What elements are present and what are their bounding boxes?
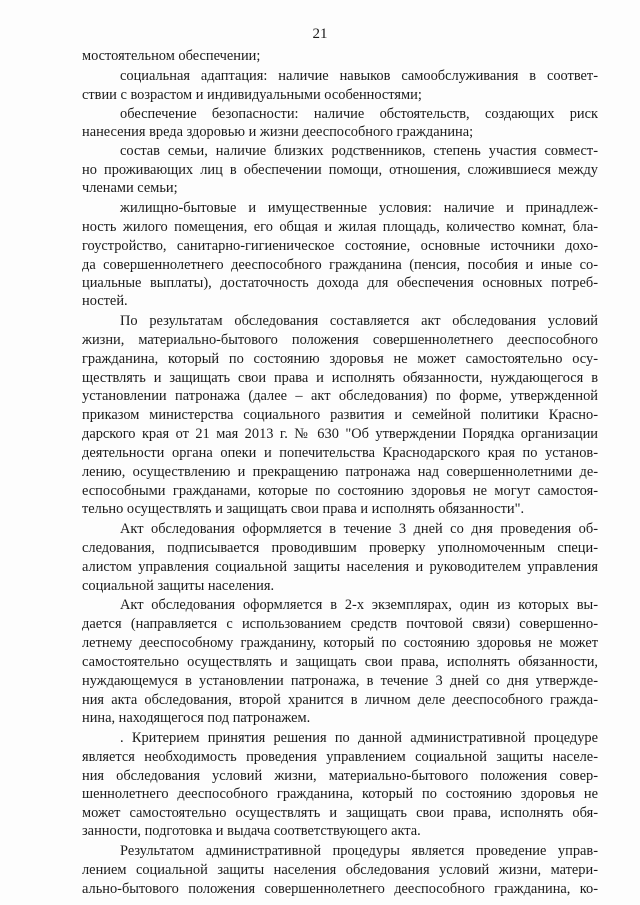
text-line: Результатом административной процедуры является проведение управ-: [120, 843, 598, 860]
text-line: жизни, материально-бытового положения совершеннолетнего дееспособного: [82, 331, 598, 348]
text-line: нанесения вреда здоровью и жизни дееспособного гражданина;: [82, 123, 474, 140]
text-line: ществлять и защищать свои права и исполнять обязанности, нуждающегося в: [82, 369, 598, 386]
text-line: но проживающих лиц в обеспечении помощи, отношения, сложившиеся между: [82, 162, 598, 179]
text-line: дарского края от 21 мая 2013 г. № 630 "Об утверждении Порядка организации: [82, 426, 598, 443]
text-line: ствии с возрастом и индивидуальными особенностями;: [82, 86, 422, 103]
text-line: ния акта обследования, второй хранится в личном деле дееспособного гражда-: [82, 691, 598, 708]
text-line: Акт обследования оформляется в течение 3 дней со дня проведения об-: [120, 520, 598, 537]
text-line: летнему дееспособному гражданину, который по состоянию здоровья не может: [82, 635, 598, 652]
text-line: лению, осуществлению и прекращению патронажа над совершеннолетними де-: [82, 464, 598, 481]
text-line: приказом министерства социального развития и семейной политики Красно-: [82, 407, 598, 424]
text-line: ностей.: [82, 293, 128, 309]
text-line: членами семьи;: [82, 180, 178, 197]
text-line: лением социальной защиты населения обследования условий жизни, матери-: [82, 862, 598, 879]
text-line: может самостоятельно осуществлять и защищать свои права, исполнять обя-: [82, 805, 598, 822]
text-line: ально-бытового положения совершеннолетнего дееспособного гражданина, ко-: [82, 881, 598, 897]
text-line: установлении патронажа (далее – акт обследования) по форме, утвержденной: [82, 388, 598, 405]
text-line: занности, подготовка и выдача соответствующего акта.: [82, 823, 421, 840]
text-line: алистом управления социальной защиты населения и руководителем управления: [82, 558, 598, 575]
text-line: состав семьи, наличие близких родственников, степень участия совмест-: [120, 143, 598, 160]
text-line: . Критерием принятия решения по данной административной процедуре: [120, 729, 598, 746]
text-line: гражданина, который по состоянию здоровья не может самостоятельно осу-: [82, 350, 598, 367]
text-line: Акт обследования оформляется в 2-х экземплярах, один из которых вы-: [120, 597, 598, 614]
text-line: тельно осуществлять и защищать свои права и исполнять обязанности".: [82, 501, 525, 518]
text-line: социальной защиты населения.: [82, 577, 275, 594]
text-line: да совершеннолетнего дееспособного гражданина (пенсия, пособия и иные со-: [82, 256, 598, 273]
text-line: ность жилого помещения, его общая и жилая площадь, количество комнат, бла-: [82, 219, 598, 235]
text-line: шеннолетнего дееспособного гражданина, который по состоянию здоровья не: [82, 786, 598, 803]
text-line: По результатам обследования составляется акт обследования условий: [120, 312, 598, 329]
text-line: дается (направляется с использованием средств почтовой связи) совершенно-: [82, 616, 598, 633]
text-line: ния обследования условий жизни, материально-бытового положения совер-: [82, 767, 598, 784]
text-line: мостоятельном обеспечении;: [82, 48, 261, 64]
text-line: социальная адаптация: наличие навыков самообслуживания в соответ-: [120, 67, 598, 84]
text-line: циальные выплаты), достаточность дохода для обеспечения основных потреб-: [82, 275, 598, 291]
text-line: жилищно-бытовые и имущественные условия: наличие и принадлеж-: [120, 200, 598, 217]
text-line: нина, находящегося под патронажем.: [82, 710, 311, 726]
text-line: нуждающемуся в установлении патронажа, в течение 3 дней со дня утвержде-: [82, 673, 598, 689]
text-line: деятельности органа опеки и попечительства Краснодарского края по установ-: [82, 445, 598, 462]
text-line: самостоятельно осуществлять и защищать свои права, исполнять обязанности,: [82, 654, 598, 670]
page-number: 21: [312, 26, 328, 42]
text-line: следования, подписывается проводившим проверку уполномоченным специ-: [82, 539, 598, 556]
text-line: является необходимость проведения управлением социальной защиты населе-: [82, 748, 598, 765]
text-line: гоустройство, санитарно-гигиеническое состояние, основные источники дохо-: [82, 238, 598, 254]
text-line: еспособными гражданами, которые по состоянию здоровья не могут самостоя-: [82, 483, 598, 499]
text-line: обеспечение безопасности: наличие обстоятельств, создающих риск: [120, 105, 598, 122]
